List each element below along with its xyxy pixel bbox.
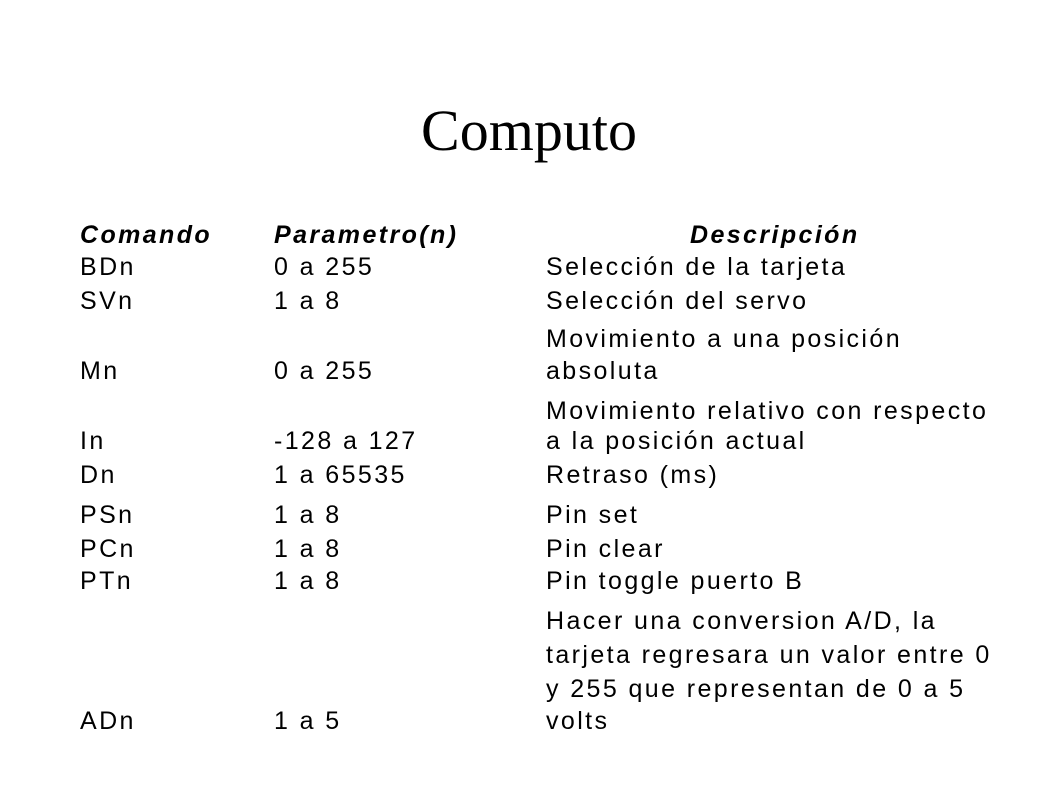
table-row-comando: PCn bbox=[80, 535, 136, 563]
table-row-descripcion: Selección del servo bbox=[546, 287, 809, 315]
table-row-comando: SVn bbox=[80, 287, 135, 315]
table-row-parametro: 1 a 8 bbox=[274, 287, 342, 315]
table-row-descripcion: tarjeta regresara un valor entre 0 bbox=[546, 641, 992, 669]
table-row-comando: ADn bbox=[80, 707, 136, 735]
header-comando: Comando bbox=[80, 221, 213, 249]
table-row-comando: Mn bbox=[80, 357, 120, 385]
table-row-parametro: 0 a 255 bbox=[274, 357, 375, 385]
table-row-comando: PSn bbox=[80, 501, 135, 529]
slide-title: Computo bbox=[421, 98, 637, 163]
table-row-descripcion: Pin toggle puerto B bbox=[546, 567, 805, 595]
table-row-descripcion: Hacer una conversion A/D, la bbox=[546, 607, 937, 635]
table-row-descripcion: volts bbox=[546, 707, 610, 735]
table-row-descripcion: a la posición actual bbox=[546, 427, 807, 455]
table-row-descripcion: absoluta bbox=[546, 357, 660, 385]
header-parametro: Parametro(n) bbox=[274, 221, 459, 249]
table-row-descripcion: Pin set bbox=[546, 501, 640, 529]
table-row-descripcion: Movimiento a una posición bbox=[546, 325, 902, 353]
table-row-parametro: 1 a 8 bbox=[274, 535, 342, 563]
table-row-comando: In bbox=[80, 427, 106, 455]
table-row-comando: BDn bbox=[80, 253, 136, 281]
table-row-descripcion: Movimiento relativo con respecto bbox=[546, 397, 989, 425]
table-row-descripcion: Pin clear bbox=[546, 535, 665, 563]
header-descripcion: Descripción bbox=[690, 221, 860, 249]
table-row-parametro: 1 a 8 bbox=[274, 501, 342, 529]
table-row-parametro: 0 a 255 bbox=[274, 253, 375, 281]
table-row-descripcion: y 255 que representan de 0 a 5 bbox=[546, 675, 966, 703]
table-row-parametro: -128 a 127 bbox=[274, 427, 418, 455]
table-row-parametro: 1 a 8 bbox=[274, 567, 342, 595]
table-row-comando: PTn bbox=[80, 567, 134, 595]
table-row-comando: Dn bbox=[80, 461, 117, 489]
table-row-parametro: 1 a 5 bbox=[274, 707, 342, 735]
table-row-parametro: 1 a 65535 bbox=[274, 461, 407, 489]
table-row-descripcion: Retraso (ms) bbox=[546, 461, 720, 489]
table-row-descripcion: Selección de la tarjeta bbox=[546, 253, 848, 281]
